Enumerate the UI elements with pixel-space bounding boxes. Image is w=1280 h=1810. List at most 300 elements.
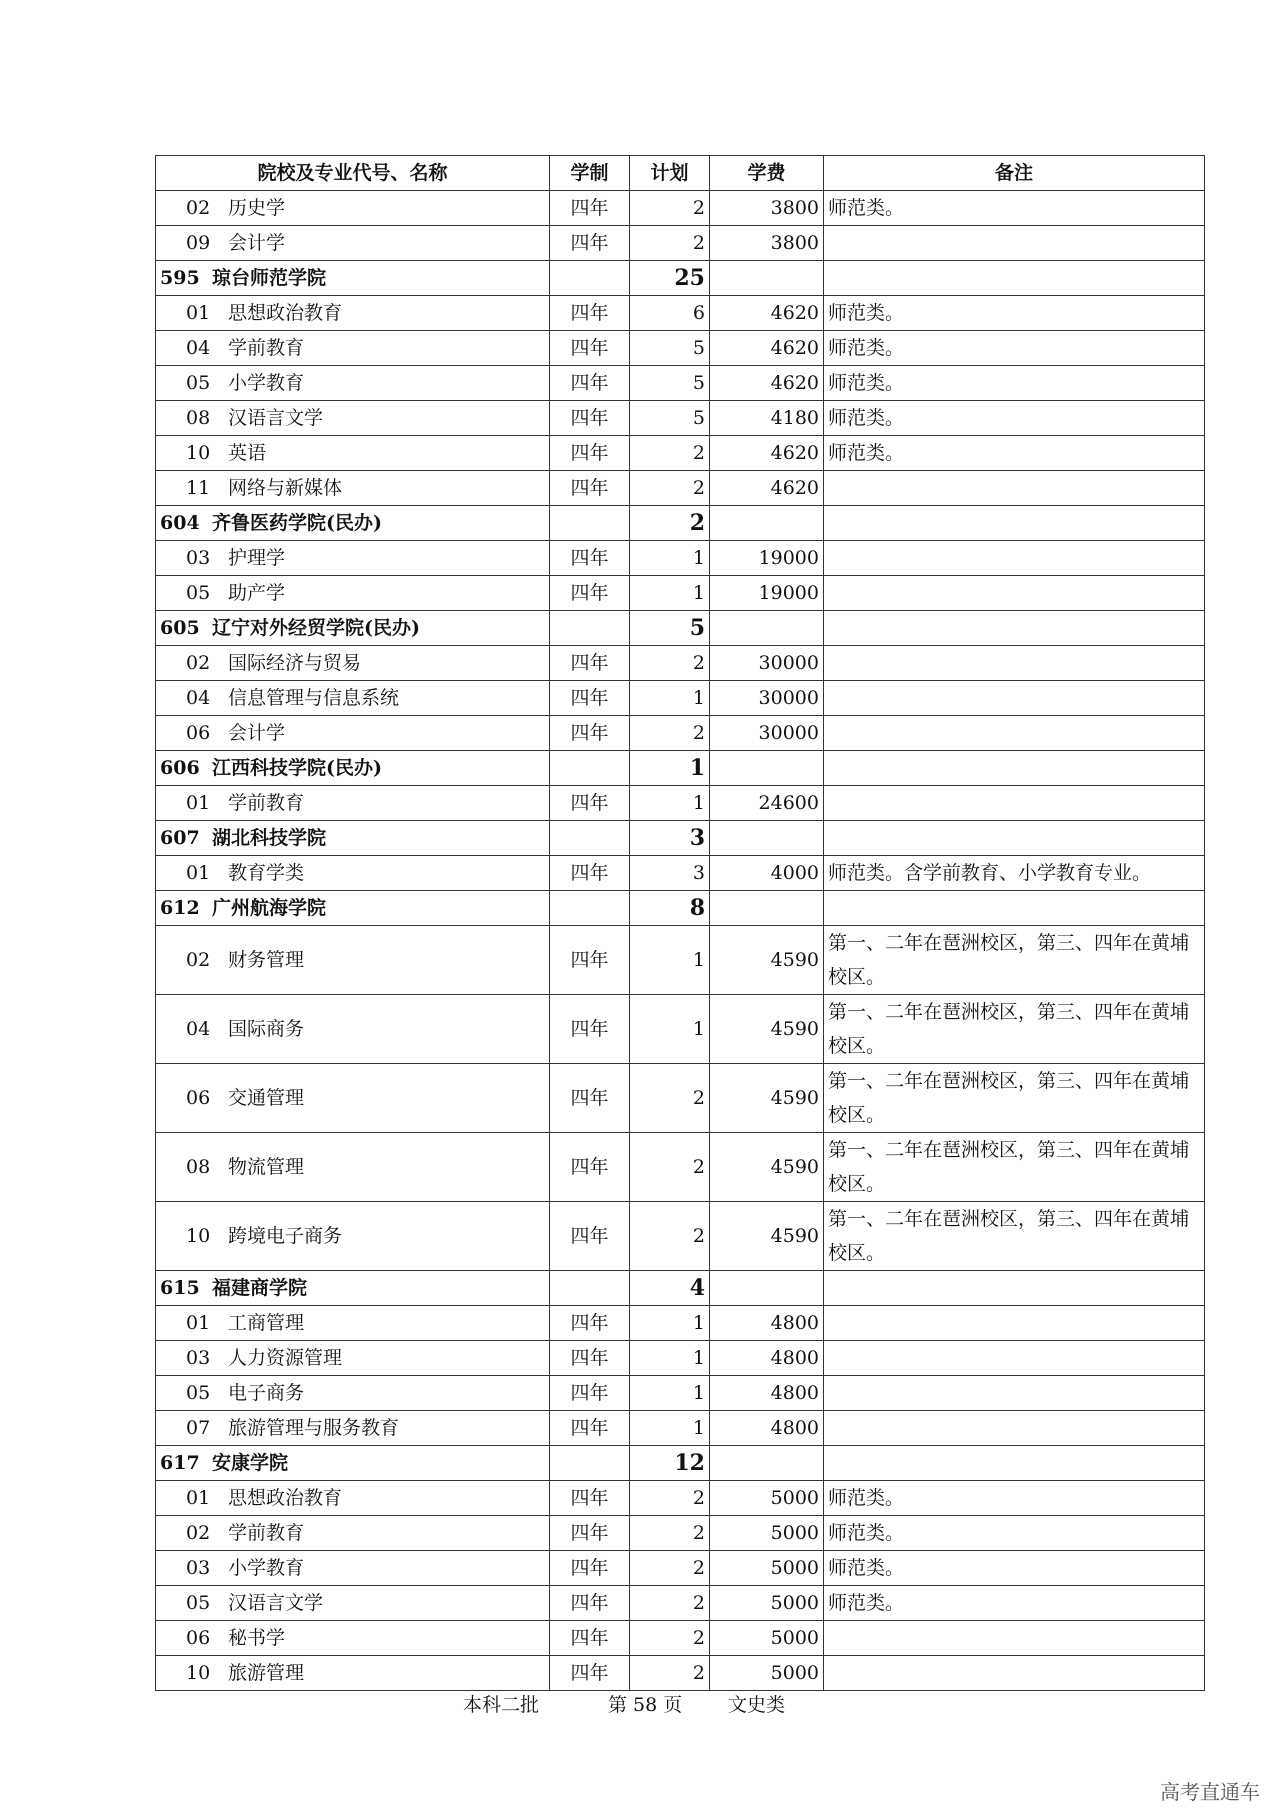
major-name: 旅游管理 (228, 1662, 305, 1684)
major-name-cell (156, 191, 550, 226)
major-fee: 4590 (710, 1064, 824, 1133)
major-row (156, 681, 1205, 716)
major-fee: 4620 (710, 366, 824, 401)
school-duration-cell (550, 751, 630, 786)
major-note (824, 786, 1205, 821)
footer-category: 文史类 (728, 1694, 786, 1716)
major-fee: 4800 (710, 1411, 824, 1446)
major-name-cell (156, 1341, 550, 1376)
watermark: 高考直通车 (1160, 1780, 1260, 1804)
major-name: 会计学 (228, 722, 286, 744)
major-name: 汉语言文学 (228, 407, 324, 429)
major-row (156, 1656, 1205, 1691)
major-row (156, 1306, 1205, 1341)
school-code: 605 (160, 617, 200, 639)
header-fee: 学费 (710, 156, 824, 191)
major-name-cell (156, 1516, 550, 1551)
major-name: 思想政治教育 (228, 1487, 343, 1509)
major-row (156, 331, 1205, 366)
major-note (824, 1411, 1205, 1446)
major-note: 第一、二年在琶洲校区，第三、四年在黄埔校区。 (824, 995, 1205, 1064)
footer-batch: 本科二批 (463, 1694, 540, 1716)
major-duration: 四年 (550, 191, 630, 226)
major-fee: 3800 (710, 226, 824, 261)
major-code: 03 (186, 547, 211, 569)
school-row (156, 1271, 1205, 1306)
header-note: 备注 (824, 156, 1205, 191)
major-name: 交通管理 (228, 1087, 305, 1109)
major-note: 师范类。 (824, 1481, 1205, 1516)
major-note (824, 681, 1205, 716)
school-note-cell (824, 506, 1205, 541)
school-name: 福建商学院 (212, 1277, 308, 1299)
major-fee: 4620 (710, 296, 824, 331)
major-duration: 四年 (550, 926, 630, 995)
major-note: 第一、二年在琶洲校区，第三、四年在黄埔校区。 (824, 1133, 1205, 1202)
major-name: 跨境电子商务 (228, 1225, 343, 1247)
school-code: 604 (160, 512, 200, 534)
major-fee: 24600 (710, 786, 824, 821)
major-note (824, 576, 1205, 611)
school-row (156, 261, 1205, 296)
major-row (156, 576, 1205, 611)
school-note-cell (824, 891, 1205, 926)
major-plan: 2 (630, 716, 710, 751)
school-note-cell (824, 611, 1205, 646)
major-name: 物流管理 (228, 1156, 305, 1178)
major-note (824, 471, 1205, 506)
major-row (156, 1064, 1205, 1133)
major-name: 旅游管理与服务教育 (228, 1417, 400, 1439)
school-row (156, 1446, 1205, 1481)
school-note-cell (824, 261, 1205, 296)
major-duration: 四年 (550, 331, 630, 366)
major-plan: 2 (630, 1133, 710, 1202)
major-name-cell (156, 331, 550, 366)
major-fee: 4800 (710, 1341, 824, 1376)
major-duration: 四年 (550, 995, 630, 1064)
major-fee: 4590 (710, 1133, 824, 1202)
header-name: 院校及专业代号、名称 (156, 156, 550, 191)
major-fee: 19000 (710, 576, 824, 611)
major-row (156, 646, 1205, 681)
major-duration: 四年 (550, 1411, 630, 1446)
major-plan: 2 (630, 1656, 710, 1691)
major-name: 护理学 (228, 547, 286, 569)
major-row (156, 1133, 1205, 1202)
major-duration: 四年 (550, 786, 630, 821)
school-fee-cell (710, 891, 824, 926)
major-name: 电子商务 (228, 1382, 305, 1404)
major-fee: 5000 (710, 1481, 824, 1516)
school-note-cell (824, 1271, 1205, 1306)
school-fee-cell (710, 506, 824, 541)
school-plan-total: 5 (630, 611, 710, 646)
major-duration: 四年 (550, 296, 630, 331)
school-duration-cell (550, 1271, 630, 1306)
major-name-cell (156, 296, 550, 331)
major-name-cell (156, 926, 550, 995)
school-duration-cell (550, 611, 630, 646)
major-plan: 2 (630, 226, 710, 261)
major-row (156, 1586, 1205, 1621)
major-note: 师范类。 (824, 436, 1205, 471)
major-code: 08 (186, 407, 211, 429)
school-row (156, 751, 1205, 786)
major-name-cell (156, 541, 550, 576)
major-plan: 2 (630, 1481, 710, 1516)
major-plan: 2 (630, 1516, 710, 1551)
school-name: 安康学院 (212, 1452, 289, 1474)
major-name-cell (156, 681, 550, 716)
major-duration: 四年 (550, 1202, 630, 1271)
school-fee-cell (710, 261, 824, 296)
major-plan: 1 (630, 1411, 710, 1446)
school-row (156, 891, 1205, 926)
major-name: 信息管理与信息系统 (228, 687, 400, 709)
major-duration: 四年 (550, 366, 630, 401)
major-name: 网络与新媒体 (228, 477, 343, 499)
major-fee: 4590 (710, 926, 824, 995)
major-plan: 2 (630, 1586, 710, 1621)
major-name-cell (156, 226, 550, 261)
major-row (156, 191, 1205, 226)
major-fee: 4000 (710, 856, 824, 891)
major-plan: 1 (630, 1341, 710, 1376)
school-plan-total: 2 (630, 506, 710, 541)
major-note: 师范类。 (824, 1586, 1205, 1621)
major-row (156, 716, 1205, 751)
footer-page-number: 第 58 页 (608, 1694, 683, 1716)
major-name: 会计学 (228, 232, 286, 254)
school-name: 琼台师范学院 (212, 267, 327, 289)
table-header-row (156, 156, 1205, 191)
major-code: 01 (186, 862, 211, 884)
major-plan: 1 (630, 681, 710, 716)
major-row (156, 471, 1205, 506)
major-note (824, 1621, 1205, 1656)
major-fee: 19000 (710, 541, 824, 576)
major-duration: 四年 (550, 856, 630, 891)
major-duration: 四年 (550, 1376, 630, 1411)
school-name: 辽宁对外经贸学院(民办) (212, 617, 420, 639)
major-plan: 2 (630, 1202, 710, 1271)
major-fee: 3800 (710, 191, 824, 226)
major-code: 05 (186, 1592, 211, 1614)
major-name: 小学教育 (228, 1557, 305, 1579)
major-duration: 四年 (550, 1516, 630, 1551)
school-name-cell (156, 611, 550, 646)
major-duration: 四年 (550, 1621, 630, 1656)
major-name: 教育学类 (228, 862, 305, 884)
major-row (156, 926, 1205, 995)
major-duration: 四年 (550, 1656, 630, 1691)
school-duration-cell (550, 261, 630, 296)
school-plan-total: 1 (630, 751, 710, 786)
major-name-cell (156, 1306, 550, 1341)
major-fee: 4800 (710, 1306, 824, 1341)
major-code: 01 (186, 1312, 211, 1334)
major-plan: 2 (630, 646, 710, 681)
school-plan-total: 4 (630, 1271, 710, 1306)
major-row (156, 856, 1205, 891)
major-duration: 四年 (550, 401, 630, 436)
major-name-cell (156, 471, 550, 506)
major-fee: 5000 (710, 1621, 824, 1656)
school-row (156, 611, 1205, 646)
school-code: 595 (160, 267, 200, 289)
major-duration: 四年 (550, 1306, 630, 1341)
major-row (156, 1341, 1205, 1376)
major-row (156, 436, 1205, 471)
major-code: 03 (186, 1557, 211, 1579)
major-plan: 1 (630, 786, 710, 821)
major-code: 02 (186, 949, 211, 971)
major-fee: 4620 (710, 471, 824, 506)
school-code: 617 (160, 1452, 200, 1474)
major-duration: 四年 (550, 541, 630, 576)
header-plan: 计划 (630, 156, 710, 191)
major-row (156, 786, 1205, 821)
major-plan: 1 (630, 576, 710, 611)
major-name: 历史学 (228, 197, 286, 219)
major-duration: 四年 (550, 471, 630, 506)
major-name-cell (156, 716, 550, 751)
major-name-cell (156, 1551, 550, 1586)
admission-plan-table (155, 155, 1205, 1691)
major-duration: 四年 (550, 1064, 630, 1133)
major-plan: 1 (630, 926, 710, 995)
major-note (824, 541, 1205, 576)
major-name-cell (156, 366, 550, 401)
major-plan: 2 (630, 1064, 710, 1133)
major-code: 11 (186, 477, 211, 499)
major-plan: 1 (630, 1306, 710, 1341)
school-fee-cell (710, 611, 824, 646)
major-fee: 5000 (710, 1516, 824, 1551)
school-name: 齐鲁医药学院(民办) (212, 512, 382, 534)
major-plan: 5 (630, 366, 710, 401)
major-name: 财务管理 (228, 949, 305, 971)
major-code: 06 (186, 722, 211, 744)
major-fee: 4800 (710, 1376, 824, 1411)
school-fee-cell (710, 1446, 824, 1481)
major-row (156, 1516, 1205, 1551)
major-fee: 4590 (710, 1202, 824, 1271)
school-duration-cell (550, 506, 630, 541)
school-name: 江西科技学院(民办) (212, 757, 382, 779)
major-row (156, 1551, 1205, 1586)
major-plan: 2 (630, 191, 710, 226)
school-note-cell (824, 821, 1205, 856)
major-name: 国际商务 (228, 1018, 305, 1040)
major-duration: 四年 (550, 1586, 630, 1621)
major-plan: 2 (630, 471, 710, 506)
major-code: 03 (186, 1347, 211, 1369)
school-fee-cell (710, 751, 824, 786)
school-duration-cell (550, 1446, 630, 1481)
major-code: 10 (186, 1662, 211, 1684)
major-name-cell (156, 1586, 550, 1621)
major-duration: 四年 (550, 1551, 630, 1586)
major-row (156, 995, 1205, 1064)
school-code: 606 (160, 757, 200, 779)
major-note (824, 716, 1205, 751)
major-name: 思想政治教育 (228, 302, 343, 324)
major-name: 小学教育 (228, 372, 305, 394)
major-fee: 4590 (710, 995, 824, 1064)
major-note: 第一、二年在琶洲校区，第三、四年在黄埔校区。 (824, 1064, 1205, 1133)
major-note: 师范类。 (824, 1516, 1205, 1551)
major-row (156, 1376, 1205, 1411)
major-note: 第一、二年在琶洲校区，第三、四年在黄埔校区。 (824, 926, 1205, 995)
major-duration: 四年 (550, 576, 630, 611)
major-code: 05 (186, 372, 211, 394)
major-duration: 四年 (550, 226, 630, 261)
school-name-cell (156, 751, 550, 786)
major-plan: 1 (630, 1376, 710, 1411)
major-name: 国际经济与贸易 (228, 652, 362, 674)
major-name-cell (156, 1621, 550, 1656)
school-plan-total: 25 (630, 261, 710, 296)
major-code: 05 (186, 1382, 211, 1404)
major-row (156, 401, 1205, 436)
major-code: 09 (186, 232, 211, 254)
major-name-cell (156, 1202, 550, 1271)
major-note: 师范类。含学前教育、小学教育专业。 (824, 856, 1205, 891)
major-name: 工商管理 (228, 1312, 305, 1334)
major-duration: 四年 (550, 646, 630, 681)
major-note: 师范类。 (824, 191, 1205, 226)
major-name: 学前教育 (228, 792, 305, 814)
major-fee: 5000 (710, 1656, 824, 1691)
school-name: 广州航海学院 (212, 897, 327, 919)
major-code: 04 (186, 687, 211, 709)
major-name-cell (156, 436, 550, 471)
school-row (156, 821, 1205, 856)
school-name-cell (156, 1446, 550, 1481)
school-note-cell (824, 1446, 1205, 1481)
major-note (824, 1656, 1205, 1691)
major-code: 07 (186, 1417, 211, 1439)
major-note: 师范类。 (824, 1551, 1205, 1586)
school-plan-total: 12 (630, 1446, 710, 1481)
header-duration: 学制 (550, 156, 630, 191)
major-plan: 6 (630, 296, 710, 331)
major-name-cell (156, 401, 550, 436)
major-name: 秘书学 (228, 1627, 286, 1649)
school-row (156, 506, 1205, 541)
major-duration: 四年 (550, 1481, 630, 1516)
school-plan-total: 8 (630, 891, 710, 926)
school-duration-cell (550, 891, 630, 926)
major-plan: 2 (630, 436, 710, 471)
major-row (156, 1202, 1205, 1271)
major-plan: 3 (630, 856, 710, 891)
major-plan: 2 (630, 1621, 710, 1656)
major-code: 02 (186, 1522, 211, 1544)
major-note: 第一、二年在琶洲校区，第三、四年在黄埔校区。 (824, 1202, 1205, 1271)
major-name-cell (156, 786, 550, 821)
major-name-cell (156, 1376, 550, 1411)
school-code: 607 (160, 827, 200, 849)
school-duration-cell (550, 821, 630, 856)
major-code: 04 (186, 337, 211, 359)
major-row (156, 226, 1205, 261)
major-note (824, 1341, 1205, 1376)
major-code: 05 (186, 582, 211, 604)
major-row (156, 366, 1205, 401)
major-code: 08 (186, 1156, 211, 1178)
major-note: 师范类。 (824, 401, 1205, 436)
major-name: 英语 (228, 442, 267, 464)
major-fee: 30000 (710, 646, 824, 681)
major-plan: 5 (630, 331, 710, 366)
major-name-cell (156, 995, 550, 1064)
major-note (824, 226, 1205, 261)
major-code: 01 (186, 792, 211, 814)
school-code: 612 (160, 897, 200, 919)
major-name-cell (156, 1133, 550, 1202)
major-note: 师范类。 (824, 331, 1205, 366)
major-fee: 5000 (710, 1551, 824, 1586)
major-note: 师范类。 (824, 366, 1205, 401)
major-code: 01 (186, 1487, 211, 1509)
major-code: 10 (186, 442, 211, 464)
major-note: 师范类。 (824, 296, 1205, 331)
major-plan: 1 (630, 995, 710, 1064)
major-duration: 四年 (550, 716, 630, 751)
major-name-cell (156, 1064, 550, 1133)
major-code: 01 (186, 302, 211, 324)
major-name: 助产学 (228, 582, 286, 604)
major-code: 02 (186, 197, 211, 219)
major-row (156, 1411, 1205, 1446)
major-name: 汉语言文学 (228, 1592, 324, 1614)
major-note (824, 646, 1205, 681)
major-name-cell (156, 576, 550, 611)
major-name-cell (156, 856, 550, 891)
school-name-cell (156, 506, 550, 541)
school-name-cell (156, 261, 550, 296)
major-fee: 4180 (710, 401, 824, 436)
major-name-cell (156, 1411, 550, 1446)
major-code: 10 (186, 1225, 211, 1247)
school-note-cell (824, 751, 1205, 786)
major-code: 02 (186, 652, 211, 674)
major-row (156, 1621, 1205, 1656)
major-duration: 四年 (550, 1133, 630, 1202)
major-fee: 30000 (710, 681, 824, 716)
school-name-cell (156, 891, 550, 926)
major-name: 学前教育 (228, 1522, 305, 1544)
major-fee: 4620 (710, 331, 824, 366)
major-duration: 四年 (550, 681, 630, 716)
major-note (824, 1376, 1205, 1411)
major-note (824, 1306, 1205, 1341)
school-name-cell (156, 821, 550, 856)
major-name-cell (156, 646, 550, 681)
major-name-cell (156, 1656, 550, 1691)
school-fee-cell (710, 1271, 824, 1306)
major-fee: 5000 (710, 1586, 824, 1621)
major-row (156, 541, 1205, 576)
major-row (156, 296, 1205, 331)
major-plan: 5 (630, 401, 710, 436)
major-duration: 四年 (550, 436, 630, 471)
major-code: 06 (186, 1087, 211, 1109)
school-name-cell (156, 1271, 550, 1306)
